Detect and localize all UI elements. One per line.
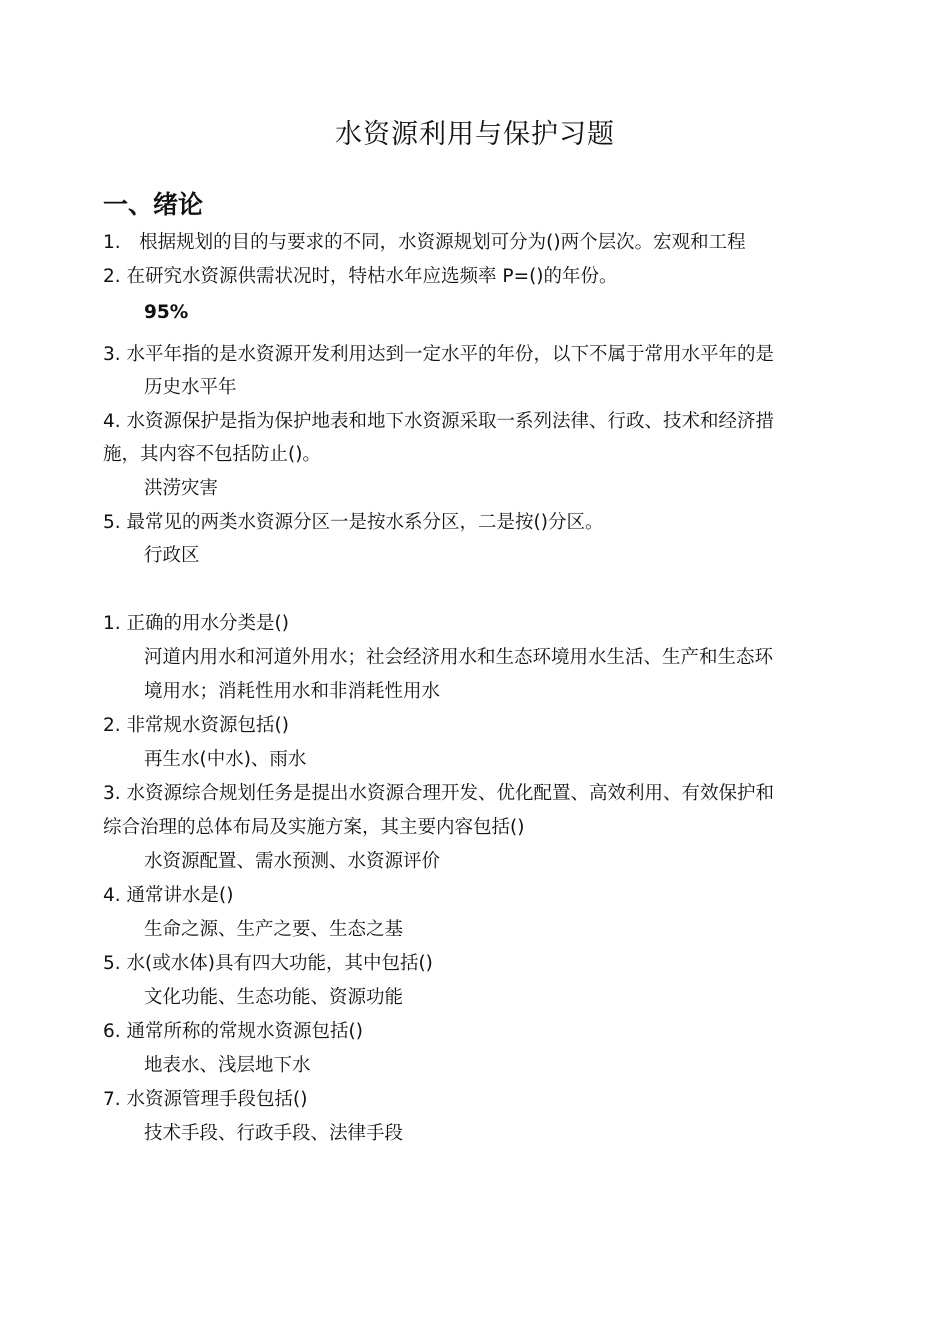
page-title: 水资源利用与保护习题 — [335, 119, 615, 150]
mc-answer-1-line-1: 河道内用水和河道外用水；社会经济用水和生态环境用水生活、生产和生态环 — [144, 647, 774, 668]
question-1: 1. 根据规划的目的与要求的不同，水资源规划可分为()两个层次。宏观和工程 — [103, 232, 746, 253]
answer-2: 95% — [144, 302, 189, 323]
mc-question-3-line-1: 3. 水资源综合规划任务是提出水资源合理开发、优化配置、高效利用、有效保护和 — [103, 783, 775, 804]
mc-answer-1-line-2: 境用水；消耗性用水和非消耗性用水 — [144, 681, 441, 702]
mc-question-3-line-2: 综合治理的总体布局及实施方案，其主要内容包括() — [103, 817, 525, 838]
answer-3: 历史水平年 — [144, 377, 237, 398]
question-4-line-2: 施，其内容不包括防止()。 — [103, 444, 321, 465]
question-2: 2. 在研究水资源供需状况时，特枯水年应选频率 P=()的年份。 — [103, 266, 618, 287]
mc-question-5: 5. 水(或水体)具有四大功能，其中包括() — [103, 953, 433, 974]
mc-question-6: 6. 通常所称的常规水资源包括() — [103, 1021, 363, 1042]
mc-question-4: 4. 通常讲水是() — [103, 885, 234, 906]
mc-question-1: 1. 正确的用水分类是() — [103, 613, 289, 634]
answer-5: 行政区 — [144, 545, 200, 566]
mc-answer-2: 再生水(中水)、雨水 — [144, 749, 307, 770]
answer-4: 洪涝灾害 — [144, 478, 219, 499]
mc-question-7: 7. 水资源管理手段包括() — [103, 1089, 308, 1110]
section-heading: 一、绪论 — [103, 190, 204, 219]
mc-answer-5: 文化功能、生态功能、资源功能 — [144, 987, 404, 1008]
mc-answer-3: 水资源配置、需水预测、水资源评价 — [144, 851, 441, 872]
mc-question-2: 2. 非常规水资源包括() — [103, 715, 289, 736]
question-4-line-1: 4. 水资源保护是指为保护地表和地下水资源采取一系列法律、行政、技术和经济措 — [103, 411, 775, 432]
question-3: 3. 水平年指的是水资源开发利用达到一定水平的年份，以下不属于常用水平年的是 — [103, 344, 775, 365]
question-5: 5. 最常见的两类水资源分区一是按水系分区，二是按()分区。 — [103, 512, 604, 533]
mc-answer-7: 技术手段、行政手段、法律手段 — [144, 1123, 404, 1144]
mc-answer-6: 地表水、浅层地下水 — [144, 1055, 311, 1076]
mc-answer-4: 生命之源、生产之要、生态之基 — [144, 919, 404, 940]
